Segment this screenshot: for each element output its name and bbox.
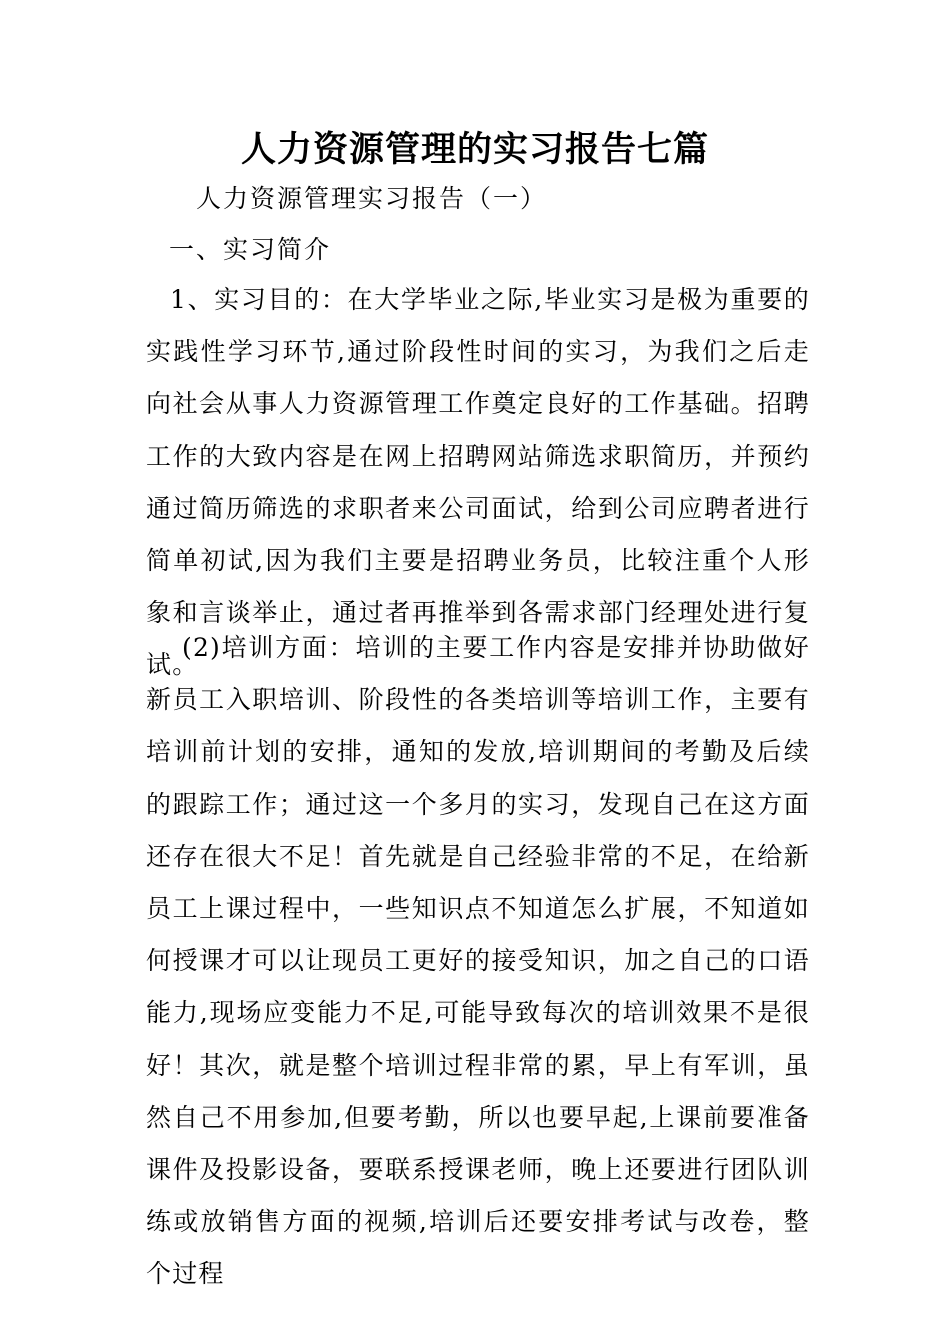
paragraph-internship-purpose: 1、实习目的：在大学毕业之际,毕业实习是极为重要的实践性学习环节,通过阶段性时间的实习，为我们之后走向社会从事人力资源管理工作奠定良好的工作基础。招聘工作的大致内容是在网上招聘网站筛选求职简历，并预约通过简历筛选的求职者来公司面试，给到公司应聘者进行简单初试,因为我们主要是招聘业务员，比较注重个人形象和言谈举止，通过者再推举到各需求部门经理处进行复试。 bbox=[146, 285, 810, 680]
document-subtitle: 人力资源管理实习报告（一） bbox=[196, 184, 548, 213]
paragraph-training: (2)培训方面：培训的主要工作内容是安排并协助做好新员工入职培训、阶段性的各类培训等培训工作，主要有培训前计划的安排，通知的发放,培训期间的考勤及后续的跟踪工作；通过这一个多月的实习，发现自己在这方面还存在很大不足！首先就是自己经验非常的不足，在给新员工上课过程中，一些知识点不知道怎么扩展，不知道如何授课才可以让现员工更好的接受知识，加之自己的口语能力,现场应变能力不足,可能导致每次的培训效果不是很好！其次，就是整个培训过程非常的累，早上有军训，虽然自己不用参加,但要考勤，所以也要早起,上课前要准备课件及投影设备，要联系授课老师，晚上还要进行团队训练或放销售方面的视频,培训后还要安排考试与改卷，整个过程 bbox=[146, 633, 810, 1289]
section-heading: 一、实习简介 bbox=[169, 235, 332, 264]
document-title: 人力资源管理的实习报告七篇 bbox=[240, 129, 709, 170]
